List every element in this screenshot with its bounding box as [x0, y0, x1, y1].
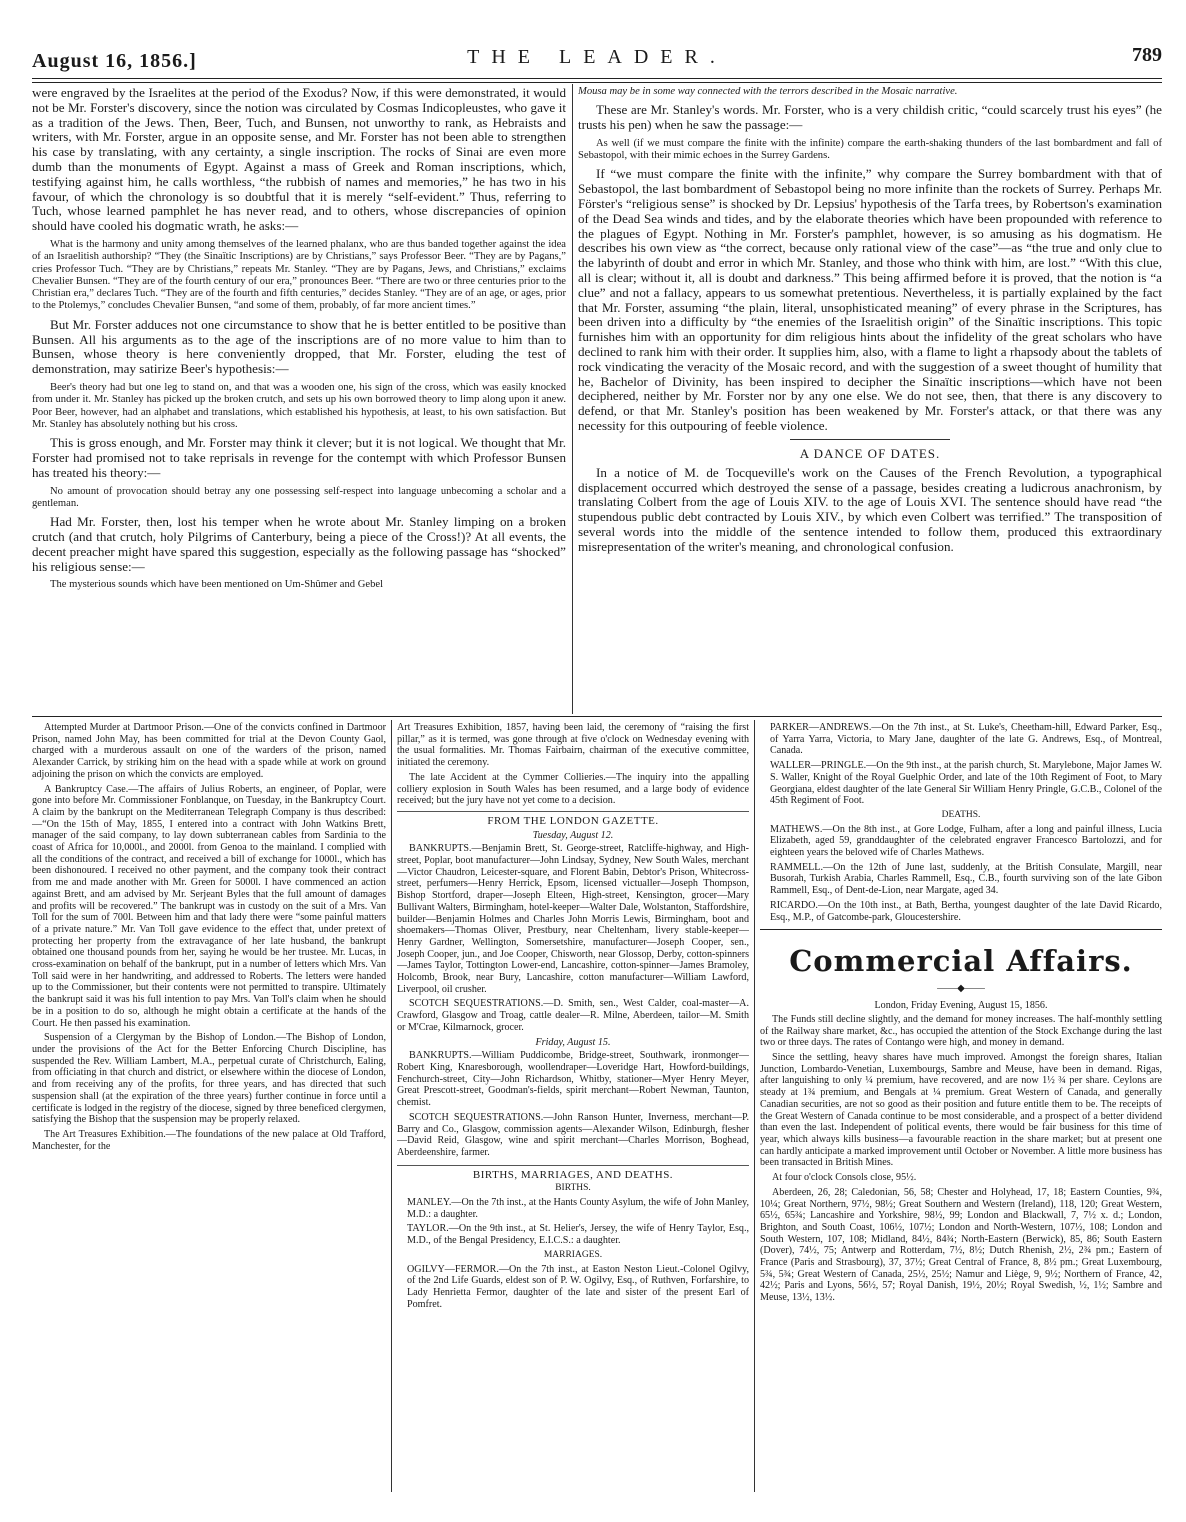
article-paragraph: Had Mr. Forster, then, lost his temper when he wrote about Mr. Stanley limping on a broken crutch (and that crutch, holy Pilgrims of Canterbury, being a piece of the Cross!)? At all events, the decent preacher might have spared this suggestion, especially as the following passage has “shocked” his religious sense:—: [32, 514, 566, 574]
share-prices: Aberdeen, 26, 28; Caledonian, 56, 58; Chester and Holyhead, 17, 18; Eastern Counties, 9¾, 10¼; Great Northern, 97½, 98½; Great Southern and Western (Ireland), 118, 120; Great Western, 65½, 65¾; Lancashire and Yorkshire, 98½, 99; London and Blackwall, 7, 7½ x. d.; London, Brighton, and South Coast, 106½, 107½; London and North-Western, 107½, 108; London and South Western, 107, 108; Midland, 84½, 84¾; North-Eastern (Berwick), 85, 86; South Eastern (Dover), 74½, 75; Antwerp and Rotterdam, 7½, 8½; Dutch Rhenish, 2½, 2¾ pm.; Eastern of France (Paris and Strasbourg), 37, 37½; Great Central of France, 8, 8½ pm.; Great Luxembourg, 5¾, 5¾; Great Western of Canada, 25½, 25½; Namur and Liège, 9, 9½; Northern of France, 42, 42½; Paris and Lyons, 56½, 57; Royal Danish, 19½, 20½; Royal Swedish, ½, 1½; Sambre and Meuse, 13½, 13½.: [760, 1186, 1162, 1304]
issue-date: August 16, 1856.]: [32, 50, 197, 72]
column-divider: [572, 84, 573, 714]
market-report: At four o'clock Consols close, 95½.: [772, 1172, 917, 1184]
news-item: The late Accident at the Cymmer Collieries.—The inquiry into the appalling colliery explosion in South Wales has been resumed, and a large body of evidence received; but the jury have not yet come to a decision.: [397, 771, 749, 807]
news-item: Suspension of a Clergyman by the Bishop of London.—The Bishop of London, under the provisions of the Act for the Better Enforcing Church Discipline, has suspended the Rev. William Lambert, M.A., perpetual curate of Christchurch, Ealing, from officiating in that church and district, or elsewhere within the diocese of London, and from receiving any of the profits, for three years, and has directed that such suspension shall (at the expiration of the three years) further continue in force until a certificate is lodged in the registry of the diocese, signed by three beneficed clergymen, satisfying the Bishop that the suspension may be properly relaxed.: [32, 1032, 386, 1126]
birth-notice: TAYLOR.—On the 9th inst., at St. Helier's, Jersey, the wife of Henry Taylor, Esq., M.D., of the Bengal Presidency, E.I.C.S.: a daughter.: [407, 1223, 749, 1247]
block-quote-continued: Mousa may be in some way connected with the terrors described in the Mosaic narrative.: [578, 86, 958, 97]
news-item: The Art Treasures Exhibition.—The foundations of the new palace at Old Trafford, Manchester, for the: [32, 1128, 386, 1152]
section-heading: A DANCE OF DATES.: [799, 445, 941, 461]
births-label: BIRTHS.: [555, 1183, 591, 1194]
marriage-notice: WALLER—PRINGLE.—On the 9th inst., at the parish church, St. Marylebone, Major James W. S. Waller, Knight of the Royal Guelphic Order, and late of the 10th Regiment of Foot, to Mary Georgiana, eldest daughter of the late General Sir William Henry Pringle, G.C.B., Colonel of the 45th Regiment of Foot.: [770, 760, 1162, 807]
article-paragraph: This is gross enough, and Mr. Forster may think it clever; but it is not logical. We thought that Mr. Forster had promised not to take reprisals in revenge for the contempt with which Professor Bunsen has treated his theory:—: [32, 435, 566, 480]
death-notice: RAMMELL.—On the 12th of June last, suddenly, at the British Consulate, Margill, near Busorah, Turkish Arabia, Charles Rammell, Esq., C.B., fourth surviving son of the late Gibon Rammell, Esq., of Dent-de-Lion, near Margate, aged 34.: [770, 861, 1162, 897]
block-quote: Beer's theory had but one leg to stand on, and that was a wooden one, his sign of the cross, which was easily knocked from under it. Mr. Stanley has picked up the broken crutch, and sets up his own borrowed theory to limp along upon it anew. Poor Beer, however, had an alphabet and translations, which established his hypothesis, at least, to his own satisfaction. But Mr. Stanley has absolutely nothing but his cross.: [32, 381, 566, 430]
birth-notice: MANLEY.—On the 7th inst., at the Hants County Asylum, the wife of John Manley, M.D.: a daughter.: [407, 1197, 749, 1220]
gazette-sequestrations: SCOTCH SEQUESTRATIONS.—D. Smith, sen., West Calder, coal-master—A. Crawford, Glasgow and Troag, cattle dealer—R. Milne, Aberdeen, tailor—M. Smith or M'Crae, Kilmarnock, grocer.: [397, 998, 749, 1033]
news-column-1: [32, 722, 386, 1490]
top-left-column: [32, 86, 566, 718]
marriage-notice: PARKER—ANDREWS.—On the 7th inst., at St. Luke's, Cheetham-hill, Edward Parker, Esq., of Yarra Yarra, Victoria, to Mary Jane, daughter of the late G. Andrews, Esq., of Montreal, Canada.: [770, 722, 1162, 757]
deaths-label: DEATHS.: [941, 809, 981, 820]
market-report: Since the settling, heavy shares have much improved. Amongst the foreign shares, Italian Junction, Lombardo-Venetian, Luxembourgs, Sambre and Meuse, have been in demand. Rigas, after languishing to only ¼ premium, have recovered, and are now 1½ ¾ per share. Ceylons are steady at 1¾ premium, and Bengals at ¼ premium. Great Western of Canada, and generally Canadian securities, are not so good as their position and future entitle them to be. The receipts of the Great Western of Canada continue to be most considerable, and a prospect of a better dividend than even the last. Independent of political events, there would be fair business for this time of year, which always kills business—a favourable reaction in the share market; but at present one can hardly anticipate a marked improvement until October or November. A little more business has been transacted in British Mines.: [760, 1052, 1162, 1169]
block-quote: The mysterious sounds which have been mentioned on Um-Shûmer and Gebel: [50, 579, 384, 591]
section-rule: [32, 716, 1162, 717]
market-report: The Funds still decline slightly, and the demand for money increases. The half-monthly settling of the Railway share market, &c., has occupied the attention of the Stock Exchange during the last two or three days. The rates of Contango were high, and money in demand.: [760, 1013, 1162, 1049]
masthead-rule-thin: [32, 82, 1162, 83]
masthead-rule: [32, 78, 1162, 79]
gazette-heading: FROM THE LONDON GAZETTE.: [487, 814, 659, 827]
section-rule: [760, 929, 1162, 930]
column-divider: [754, 720, 755, 1492]
news-item: A Bankruptcy Case.—The affairs of Julius Roberts, an engineer, of Poplar, were gone into before Mr. Commissioner Fonblanque, on Tuesday, in the Bankruptcy Court. A claim by the bankrupt on the Mediterranean Telegraph Company is thus described:—“On the 15th of May, 1855, I entered into a contract with John Watkins Brett, manager of the said company, to lay down subterranean cables from Sardinia to the coast of Africa for 10,000l., and 2000l. from Genoa to the mainland. I complied with all the conditions of the contract, and received a bill of exchange for 1000l., which has been dishonoured. I received no other payment, and the company took their contract from me and made another with Mr. Green for 5000l. I have commenced an action against Brett, and am advised by Mr. Serjeant Byles that the full amount of damages and profits will be recovered.” The bankrupt was in custody on the suit of a Mrs. Van Toll for the sum of 700l. Between him and that lady there were “some painful matters of a private nature.” Mr. Van Toll gave evidence to the effect that, under pretext of protecting her property from the extravagance of her late husband, the bankrupt obtained one thousand pounds from her, saying he would be her trustee. Mr. Lucas, in cross-examination on behalf of the bankrupt, put in a number of letters which Mrs. Van Toll said were in her handwriting, and addressed to Roberts. The letters were handed up to the Commissioner, but their contents were not permitted to transpire. Ultimately the bankrupt said it was his full intention to pay Mrs. Van Toll's claim when he should be in a position to do so, although he might obtain a certificate at the hands of the Court. He then passed his examination.: [32, 783, 386, 1029]
news-column-3: [760, 722, 1162, 1490]
article-paragraph: If “we must compare the finite with the infinite,” why compare the Surrey bombardment with that of Sebastopol, the last bombardment of Sebastopol being no more infinite than the rockets of Surrey. Perhaps Mr. Förster's “religious sense” is shocked by Dr. Lepsius' hypothesis of the Tarfa trees, by Robertson's examination of the Dead Sea winds and tides, and by the elaborate theories which have been propounded with reference to the plagues of Egypt. Nothing in Mr. Forster's pamphlet, however, is so amusing as his dogmatism. He describes his own view as “the correct, because only rational view of the case”—as “the true and only clue to the labyrinth of doubt and error in which Mr. Stanley, and those who think with him, are lost.” “With this clue, all is clear; without it, all is doubt and darkness.” This being affirmed before it is proved, that the notion is “a clue” and not a fallacy, appears to us somewhat pretentious. Nevertheless, it is partially explained by the fact that Mr. Forster, assuming “the plain, literal, unsophisticated meaning” of every phrase in the Scriptures, has been driven into a difficulty by “the enemies of the Israelitish origin” of the Sinaïtic inscriptions. This topic furnishes him with an opportunity for dim religious hints about the infidelity of the great scholars who have declined to rank him with their order. It supplies him, also, with a flame to light a rhapsody about the tablets of rock vindicating the veracity of the Mosaic record, and with the suggestion of a sweet thought of humility that he, Bachelor of Divinity, has been inspired to decipher the Sinaïtic inscriptions—which have not been deciphered, neither by Mr. Forster nor by any one else. We do not see, then, that there is any discovery to defend, or that Mr. Stanley's position has been weakened by Mr. Forster's attack, or that there was any necessity for this outpouring of feeble violence.: [578, 166, 1162, 434]
section-divider: [397, 811, 749, 812]
block-quote: No amount of provocation should betray any one possessing self-respect into language unbecoming a scholar and a gentleman.: [32, 485, 566, 509]
block-quote: As well (if we must compare the finite with the infinite) compare the earth-shaking thunders of the last bombardment and fall of Sebastopol, with their mimic echoes in the Surrey Gardens.: [578, 137, 1162, 162]
death-notice: MATHEWS.—On the 8th inst., at Gore Lodge, Fulham, after a long and painful illness, Lucia Elizabeth, aged 59, granddaughter of the celebrated engraver Francesco Bartolozzi, and for eighteen years the beloved wife of Charles Mathews.: [770, 823, 1162, 859]
page-number: 789: [1132, 44, 1162, 66]
bmd-heading: BIRTHS, MARRIAGES, AND DEATHS.: [472, 1168, 674, 1181]
dateline: London, Friday Evening, August 15, 1856.: [874, 1000, 1048, 1012]
masthead: [32, 42, 1162, 92]
news-item: Art Treasures Exhibition, 1857, having been laid, the ceremony of “raising the first pillar,” as it is termed, was gone through at five o'clock on Wednesday evening with the usual formalities. Mr. Thomas Fairbairn, chairman of the executive committee, initiated the ceremony.: [397, 722, 749, 769]
article-paragraph: These are Mr. Stanley's words. Mr. Forster, who is a very childish critic, “could scarcely trust his eyes” (he trusts his pen) when he saw the passage:—: [578, 102, 1162, 133]
gazette-bankrupts: BANKRUPTS.—William Puddicombe, Bridge-street, Southwark, ironmonger—Robert King, Knaresborough, woollendraper—Loveridge Hart, Howford-buildings, Fenchurch-street, City—John Richardson, Whitby, stationer—Myer Henry Meyer, Great Prescott-street, Goodman's-fields, spirit merchant—Robert Newman, Taunton, chemist.: [397, 1050, 749, 1109]
commercial-affairs-heading: Commercial Affairs.: [789, 944, 1133, 979]
section-divider: [397, 1165, 749, 1166]
news-item: Attempted Murder at Dartmoor Prison.—One of the convicts confined in Dartmoor Prison, named John May, has been committed for trial at the Devon County Gaol, charged with a murderous assault on one of the warders of the prison, named Alexander Carrick, by striking him on the head with a spade while at work on ground adjoining the prison on which the convicts are employed.: [32, 722, 386, 780]
gazette-sequestrations: SCOTCH SEQUESTRATIONS.—John Ranson Hunter, Inverness, merchant—P. Barry and Co., Glasgow, commission agents—Alexander Wilson, Edinburgh, flesher—David Reid, Glasgow, wine and spirit merchant—Charles Morrison, Boghead, Aberdeenshire, farmer.: [397, 1111, 749, 1158]
marriage-notice: OGILVY—FERMOR.—On the 7th inst., at Easton Neston Lieut.-Colonel Ogilvy, of the 2nd Life Guards, eldest son of P. W. Ogilvy, Esq., of Ruthven, Forfarshire, to Lady Henrietta Fermor, daughter of the late and sister of the present Earl of Pomfret.: [407, 1263, 749, 1310]
article-paragraph: were engraved by the Israelites at the period of the Exodus? Now, if this were demonstrated, it would not be Mr. Forster's discovery, since the notion was circulated by Cosmas Indicopleustes, who gave it as a tradition of the Jews. Then, Beer, Tuch, and Bunsen, not unworthy to rank, as Hebraists and writers, with Mr. Forster, argue in an opposite sense, and Mr. Forster has not been able to strengthen his case by translating, with any certainty, a single inscription. The rocks of Sinai are even more dumb than the monuments of Egypt. Against a mass of Greek and Roman inscriptions, which, testifying against him, he calls worthless, “the rubbish of names and memories,” he has two in his favour, of which the chronology is so doubtful that it is merely “self-evident.” Thus, referring to Tuch, whose learned pamphlet he has never read, and to others, whose discrepancies of opinion should have cooled his dogmatic wrath, he asks:—: [32, 86, 566, 234]
marriages-label: MARRIAGES.: [543, 1249, 603, 1260]
gazette-date: Friday, August 15.: [535, 1036, 611, 1048]
news-column-2: [397, 722, 749, 1490]
section-divider: [790, 439, 950, 440]
gazette-bankrupts: BANKRUPTS.—Benjamin Brett, St. George-street, Ratcliffe-highway, and High-street, Poplar, boot manufacturer—John Lindsay, Sydney, New South Wales, merchant—Victor Chaudron, Leicester-square, and Florent Babin, Debtor's Prison, Whitecross-street, perfumers—Henry Herrick, Epsom, licensed victualler—Joseph Thompson, Bishop Stortford, draper—Joseph Elteen, High-street, Kensington, grocer—Mary Bullivant Walters, Birmingham, hotel-keeper—Walter Dale, Wolstanton, Staffordshire, builder—Benjamin Holmes and Charles John Morris Lewis, Birmingham, boot and shoemakers—Thomas Oliver, Prestbury, near Cheltenham, livery stable-keeper—Henry Gardner, Wellington, Somersetshire, manufacturer—Joseph Cooper, sen., Joseph Cooper, jun., and Joe Cooper, Chisworth, near Glossop, Derby, cotton-spinners—James Taylor, Tottington Lower-end, Lancashire, cotton-spinner—James Bramoley, Holcomb, Brook, near Bury, Lancashire, cotton manufacturer—William Lawford, Liverpool, oil crusher.: [397, 843, 749, 995]
article-paragraph: But Mr. Forster adduces not one circumstance to show that he is better entitled to be positive than Bunsen. All his arguments as to the age of the inscriptions are of no more value to him than to Bunsen, whose theory is here conveniently dropped, that Mr. Forster, eluding the test of demonstration, may satirize Beer's hypothesis:—: [32, 316, 566, 377]
gazette-date: Tuesday, August 12.: [532, 829, 614, 841]
article-paragraph: In a notice of M. de Tocqueville's work on the Causes of the French Revolution, a typographical displacement occurred which destroyed the sense of a passage, besides creating a ludicrous anachronism, by translating Colbert from the age of Louis XIV. to the age of Louis XVI. The sentence should have read “the stupendous public debt contracted by Louis XIV., by which even Colbert was terrified.” The transposition of several words into the middle of the sentence intended to follow them, produced this extraordinary misrepresentation of the writer's meaning, and chronological confusion.: [578, 464, 1162, 554]
newspaper-title: THE LEADER.: [467, 46, 727, 68]
block-quote: What is the harmony and unity among themselves of the learned phalanx, who are thus banded together against the idea of an Israelitish authorship? “They (the Sinaïtic Inscriptions) are by Christians,” says Professor Beer. “They are by Pagans,” cries Professor Tuch. “They are by Christians,” repeats Mr. Stanley. “They are by Pagans, Jews, and Christians,” exclaims Chevalier Bunsen. “They are of the fourth century of our era,” pronounces Beer. “There are two or three centuries prior to the Christian era,” declares Tuch. “They are of the fourth and fifth centuries,” decides Stanley. “They are of an age, or ages, prior to the Ptolemys,” concludes Chevalier Bunsen, “and some of them, probably, of far more ancient times.”: [32, 238, 566, 312]
column-divider: [391, 720, 392, 1492]
ornament-divider: ——◆——: [937, 983, 985, 995]
death-notice: RICARDO.—On the 10th inst., at Bath, Bertha, youngest daughter of the late David Ricardo, Esq., M.P., of Gatcombe-park, Gloucestershire.: [770, 899, 1162, 923]
top-right-column: [578, 86, 1162, 714]
